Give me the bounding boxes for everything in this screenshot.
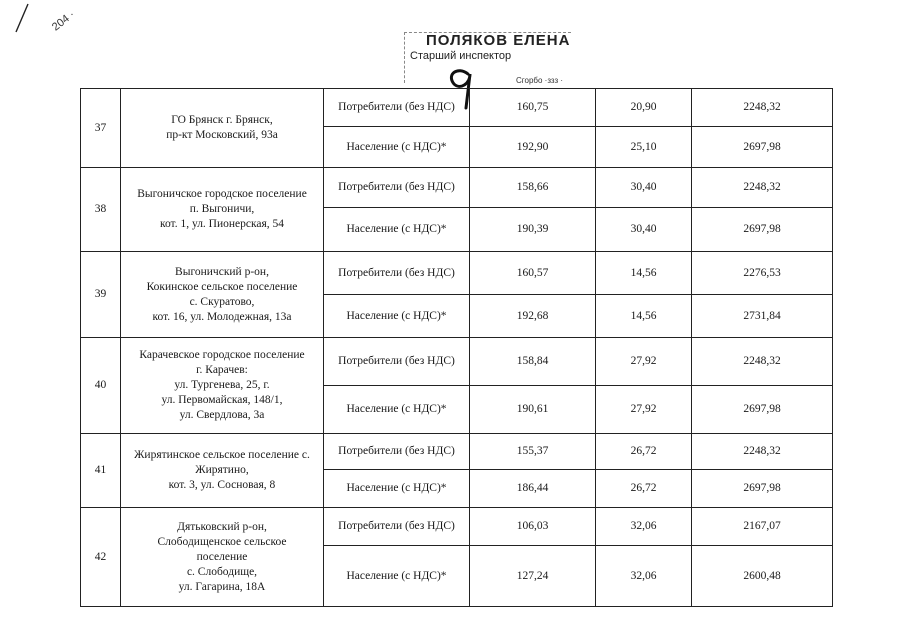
address-line: ул. Свердлова, 3а [179, 409, 265, 421]
component-value: 32,06 [596, 546, 692, 607]
address-line: с. Слободище, [186, 565, 258, 578]
corner-mark: 204 · [50, 8, 78, 34]
address-cell [121, 168, 324, 252]
row-number: 37 [81, 89, 121, 168]
address-line: с. Скуратово, [189, 295, 255, 308]
component-value: 25,10 [596, 127, 692, 168]
tariff-table [80, 88, 833, 607]
address-line: ул. Тургенева, 25, г. [174, 379, 270, 391]
table-row [81, 508, 833, 546]
address-line: Жирятино, [195, 464, 249, 476]
stamp-title: Старший инспектор [410, 50, 512, 62]
row-number: 42 [81, 508, 121, 607]
tariff-value: 190,61 [470, 386, 596, 434]
total-value: 2697,98 [692, 208, 833, 252]
component-value: 26,72 [596, 470, 692, 508]
total-value: 2167,07 [692, 508, 833, 546]
consumer-category: Население (с НДС)* [324, 295, 470, 338]
row-number: 41 [81, 434, 121, 508]
tariff-value: 186,44 [470, 470, 596, 508]
tariff-value: 106,03 [470, 508, 596, 546]
tariff-value: 192,90 [470, 127, 596, 168]
total-value: 2697,98 [692, 127, 833, 168]
address-line: кот. 3, ул. Сосновая, 8 [168, 479, 276, 491]
address-line: ГО Брянск г. Брянск, [171, 114, 273, 126]
address-line: Слободищенское сельское [157, 535, 287, 548]
table-row [81, 89, 833, 127]
address-line: Карачевское городское поселение [139, 349, 305, 361]
total-value: 2600,48 [692, 546, 833, 607]
total-value: 2697,98 [692, 470, 833, 508]
stamp-date: Сгорбо ·ззз · [516, 76, 564, 85]
tariff-value: 127,24 [470, 546, 596, 607]
component-value: 26,72 [596, 434, 692, 470]
consumer-category: Потребители (без НДС) [324, 338, 470, 386]
component-value: 32,06 [596, 508, 692, 546]
tariff-value: 160,75 [470, 89, 596, 127]
address-line: ул. Первомайская, 148/1, [161, 394, 283, 406]
table-row [81, 434, 833, 470]
address-line: кот. 16, ул. Молодежная, 13а [152, 310, 292, 323]
consumer-category: Потребители (без НДС) [324, 508, 470, 546]
row-number: 38 [81, 168, 121, 252]
tariff-value: 158,66 [470, 168, 596, 208]
table-row [81, 252, 833, 295]
address-line: кот. 1, ул. Пионерская, 54 [159, 218, 285, 230]
total-value: 2276,53 [692, 252, 833, 295]
component-value: 30,40 [596, 208, 692, 252]
total-value: 2248,32 [692, 338, 833, 386]
address-line: Дятьковский р-он, [177, 520, 267, 533]
address-cell [121, 252, 324, 338]
tariff-value: 192,68 [470, 295, 596, 338]
total-value: 2731,84 [692, 295, 833, 338]
address-cell [121, 508, 324, 607]
row-number: 39 [81, 252, 121, 338]
address-cell [121, 89, 324, 168]
component-value: 14,56 [596, 295, 692, 338]
address-cell [121, 434, 324, 508]
tariff-value: 190,39 [470, 208, 596, 252]
stamp-name: ПОЛЯКОВ ЕЛЕНА [426, 32, 571, 49]
consumer-category: Население (с НДС)* [324, 470, 470, 508]
consumer-category: Население (с НДС)* [324, 546, 470, 607]
total-value: 2248,32 [692, 168, 833, 208]
address-line: п. Выгоничи, [189, 203, 255, 215]
table-row [81, 168, 833, 208]
address-line: Кокинское сельское поселение [146, 280, 298, 293]
address-line: поселение [196, 550, 248, 563]
consumer-category: Потребители (без НДС) [324, 168, 470, 208]
tariff-value: 158,84 [470, 338, 596, 386]
total-value: 2248,32 [692, 89, 833, 127]
address-line: г. Карачев: [196, 364, 248, 376]
consumer-category: Население (с НДС)* [324, 386, 470, 434]
total-value: 2697,98 [692, 386, 833, 434]
component-value: 27,92 [596, 386, 692, 434]
component-value: 14,56 [596, 252, 692, 295]
consumer-category: Население (с НДС)* [324, 127, 470, 168]
address-line: Выгоничское городское поселение [137, 188, 307, 200]
component-value: 30,40 [596, 168, 692, 208]
tariff-value: 160,57 [470, 252, 596, 295]
total-value: 2248,32 [692, 434, 833, 470]
address-line: пр-кт Московский, 93а [166, 129, 278, 141]
consumer-category: Потребители (без НДС) [324, 252, 470, 295]
address-line: Жирятинское сельское поселение с. [134, 449, 310, 461]
address-line: Выгоничский р-он, [175, 265, 269, 278]
row-number: 40 [81, 338, 121, 434]
consumer-category: Потребители (без НДС) [324, 434, 470, 470]
address-line: ул. Гагарина, 18А [178, 580, 266, 593]
address-cell [121, 338, 324, 434]
table-row [81, 338, 833, 386]
consumer-category: Потребители (без НДС) [324, 89, 470, 127]
consumer-category: Население (с НДС)* [324, 208, 470, 252]
component-value: 27,92 [596, 338, 692, 386]
tariff-value: 155,37 [470, 434, 596, 470]
component-value: 20,90 [596, 89, 692, 127]
